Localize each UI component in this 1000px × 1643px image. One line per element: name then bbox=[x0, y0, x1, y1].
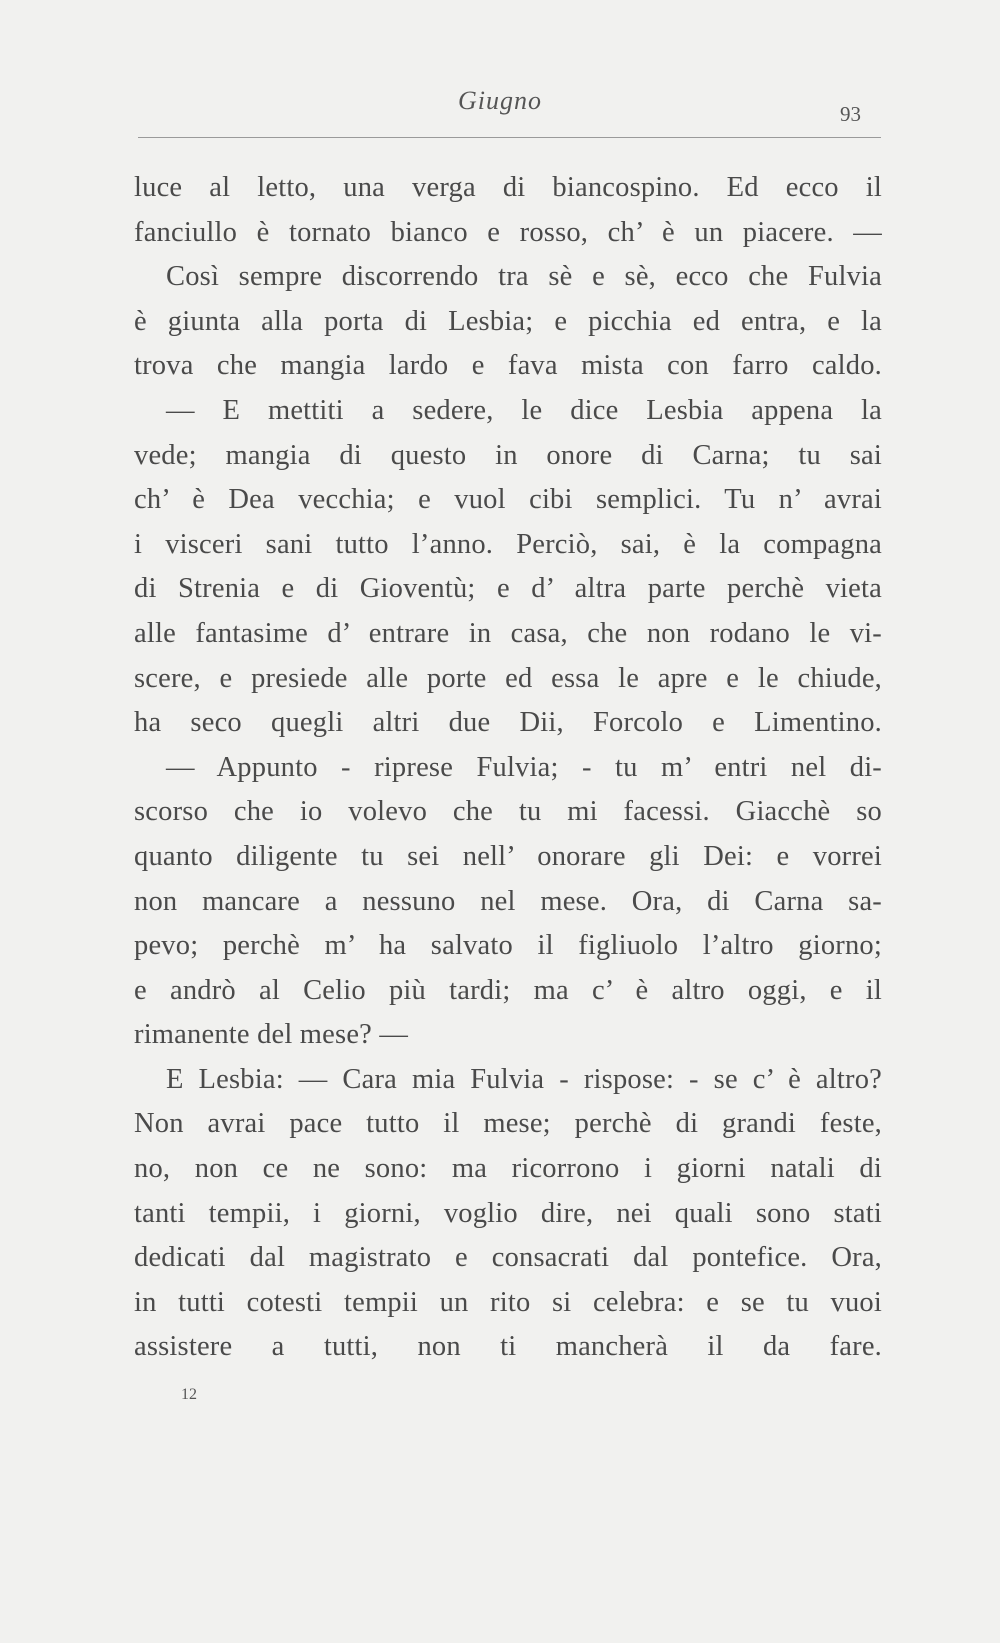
text-line: è giunta alla porta di Lesbia; e picchia ed entra, e la bbox=[134, 305, 882, 337]
body-text bbox=[134, 166, 882, 1370]
text-line: alle fantasime d’ entrare in casa, che non rodano le vi- bbox=[134, 617, 882, 649]
text-line: trova che mangia lardo e fava mista con farro caldo. bbox=[134, 350, 882, 382]
running-title: Giugno bbox=[458, 86, 542, 115]
text-line: E Lesbia: — Cara mia Fulvia - rispose: - se c’ è altro? bbox=[166, 1063, 882, 1095]
page-number: 93 bbox=[840, 102, 861, 126]
text-line: assistere a tutti, non ti mancherà il da fare. bbox=[134, 1331, 882, 1363]
text-line: luce al letto, una verga di biancospino. Ed ecco il bbox=[134, 172, 882, 203]
text-line: Non avrai pace tutto il mese; perchè di grandi feste, bbox=[134, 1108, 882, 1140]
text-line: fanciullo è tornato bianco e rosso, ch’ è un piacere. — bbox=[134, 216, 882, 248]
text-line: tanti tempii, i giorni, voglio dire, nei quali sono stati bbox=[134, 1197, 882, 1229]
text-line: — E mettiti a sedere, le dice Lesbia appena la bbox=[166, 394, 882, 426]
text-line: no, non ce ne sono: ma ricorrono i giorni natali di bbox=[134, 1153, 882, 1185]
text-line: scere, e presiede alle porte ed essa le apre e le chiude, bbox=[134, 662, 882, 694]
text-line: ha seco quegli altri due Dii, Forcolo e Limentino. bbox=[134, 707, 882, 739]
text-line: dedicati dal magistrato e consacrati dal pontefice. Ora, bbox=[134, 1242, 882, 1274]
text-line: quanto diligente tu sei nell’ onorare gli Dei: e vorrei bbox=[134, 840, 882, 872]
text-line: e andrò al Celio più tardi; ma c’ è altro oggi, e il bbox=[134, 974, 882, 1006]
text-line: di Strenia e di Gioventù; e d’ altra parte perchè vieta bbox=[134, 573, 882, 605]
signature-mark: 12 bbox=[181, 1386, 197, 1403]
text-line: — Appunto - riprese Fulvia; - tu m’ entri nel di- bbox=[166, 751, 882, 783]
text-line: Così sempre discorrendo tra sè e sè, ecco che Fulvia bbox=[166, 261, 882, 293]
text-line: scorso che io volevo che tu mi facessi. Giacchè so bbox=[134, 796, 882, 828]
text-line: non mancare a nessuno nel mese. Ora, di Carna sa- bbox=[134, 885, 882, 917]
text-line: rimanente del mese? — bbox=[134, 1019, 409, 1051]
header-rule bbox=[138, 137, 881, 138]
text-line: i visceri sani tutto l’anno. Perciò, sai, è la compagna bbox=[134, 528, 882, 560]
text-line: in tutti cotesti tempii un rito si celebra: e se tu vuoi bbox=[134, 1286, 882, 1318]
text-line: vede; mangia di questo in onore di Carna; tu sai bbox=[134, 439, 882, 471]
text-line: pevo; perchè m’ ha salvato il figliuolo l’altro giorno; bbox=[134, 930, 882, 962]
text-line: ch’ è Dea vecchia; e vuol cibi semplici. Tu n’ avrai bbox=[134, 484, 882, 516]
